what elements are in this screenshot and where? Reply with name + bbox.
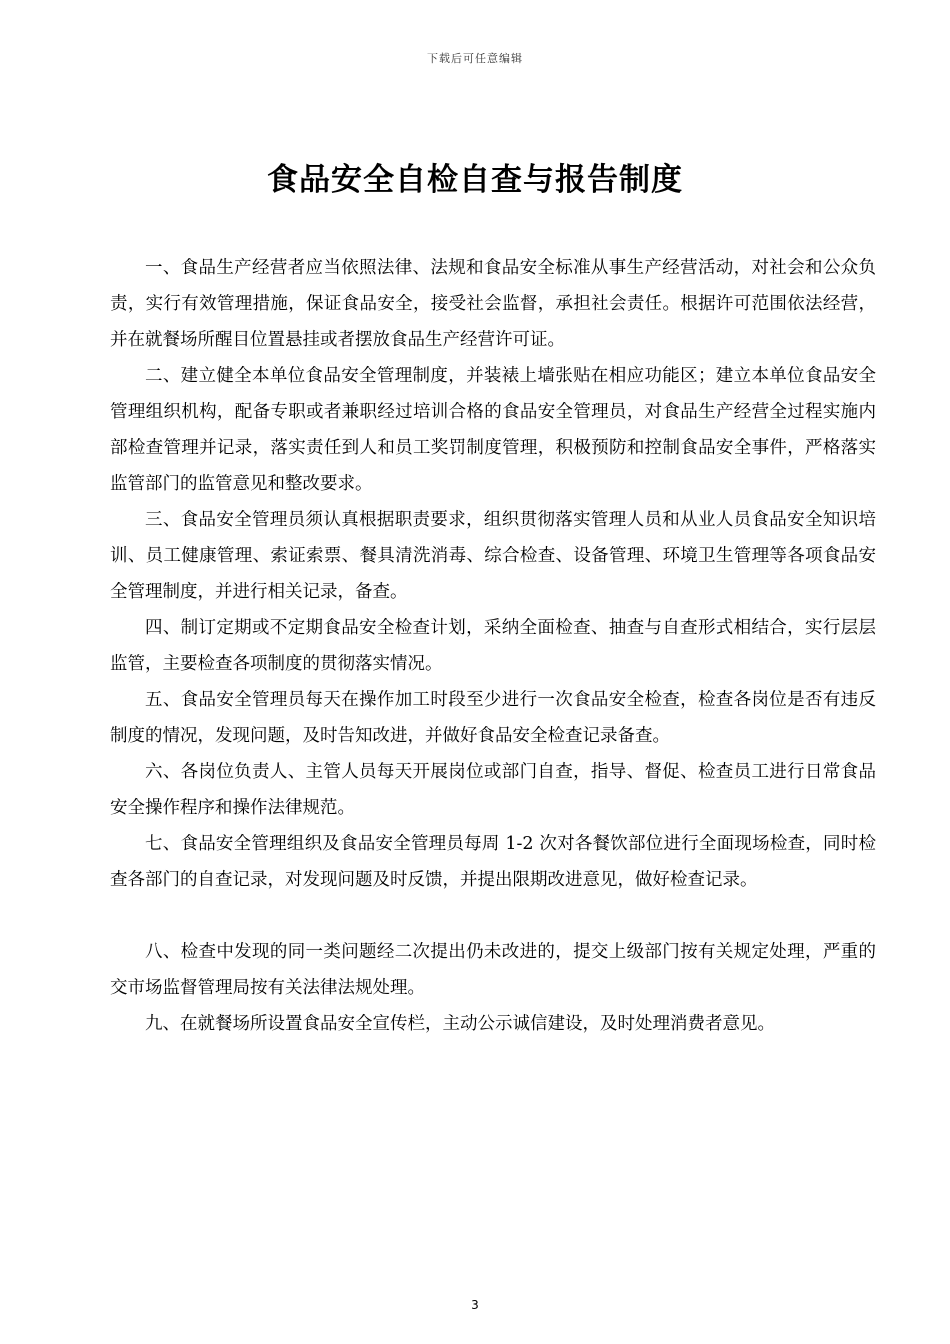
paragraph-1: 一、食品生产经营者应当依照法律、法规和食品安全标准从事生产经营活动，对社会和公众负责，实行有效管理措施，保证食品安全，接受社会监督，承担社会责任。根据许可范围依法经营，并在就餐场所醒目位置悬挂或者摆放食品生产经营许可证。 [110,258,876,350]
paragraph-6: 六、各岗位负责人、主管人员每天开展岗位或部门自查，指导、督促、检查员工进行日常食品安全操作程序和操作法律规范。 [110,762,876,818]
paragraph-5: 五、食品安全管理员每天在操作加工时段至少进行一次食品安全检查，检查各岗位是否有违反制度的情况，发现问题，及时告知改进，并做好食品安全检查记录备查。 [110,690,876,746]
document-body [110,250,876,1042]
page-number: 3 [471,1298,479,1312]
paragraph-4: 四、制订定期或不定期食品安全检查计划，采纳全面检查、抽查与自查形式相结合，实行层层监管，主要检查各项制度的贯彻落实情况。 [110,618,876,674]
paragraph-2: 二、建立健全本单位食品安全管理制度，并装裱上墙张贴在相应功能区；建立本单位食品安全管理组织机构，配备专职或者兼职经过培训合格的食品安全管理员，对食品生产经营全过程实施内部检查管理并记录，落实责任到人和员工奖罚制度管理，积极预防和控制食品安全事件，严格落实监管部门的监管意见和整改要求。 [110,366,876,494]
paragraph-7: 七、食品安全管理组织及食品安全管理员每周 1-2 次对各餐饮部位进行全面现场检查，同时检查各部门的自查记录，对发现问题及时反馈，并提出限期改进意见，做好检查记录。 [110,834,876,890]
document-title: 食品安全自检自查与报告制度 [267,162,683,198]
paragraph-8: 八、检查中发现的同一类问题经二次提出仍未改进的，提交上级部门按有关规定处理，严重的交市场监督管理局按有关法律法规处理。 [110,942,876,998]
paragraph-9: 九、在就餐场所设置食品安全宣传栏，主动公示诚信建设，及时处理消费者意见。 [145,1014,775,1034]
header-note: 下载后可任意编辑 [427,52,523,65]
paragraph-3: 三、食品安全管理员须认真根据职责要求，组织贯彻落实管理人员和从业人员食品安全知识培训、员工健康管理、索证索票、餐具清洗消毒、综合检查、设备管理、环境卫生管理等各项食品安全管理制度，并进行相关记录，备查。 [110,510,876,602]
